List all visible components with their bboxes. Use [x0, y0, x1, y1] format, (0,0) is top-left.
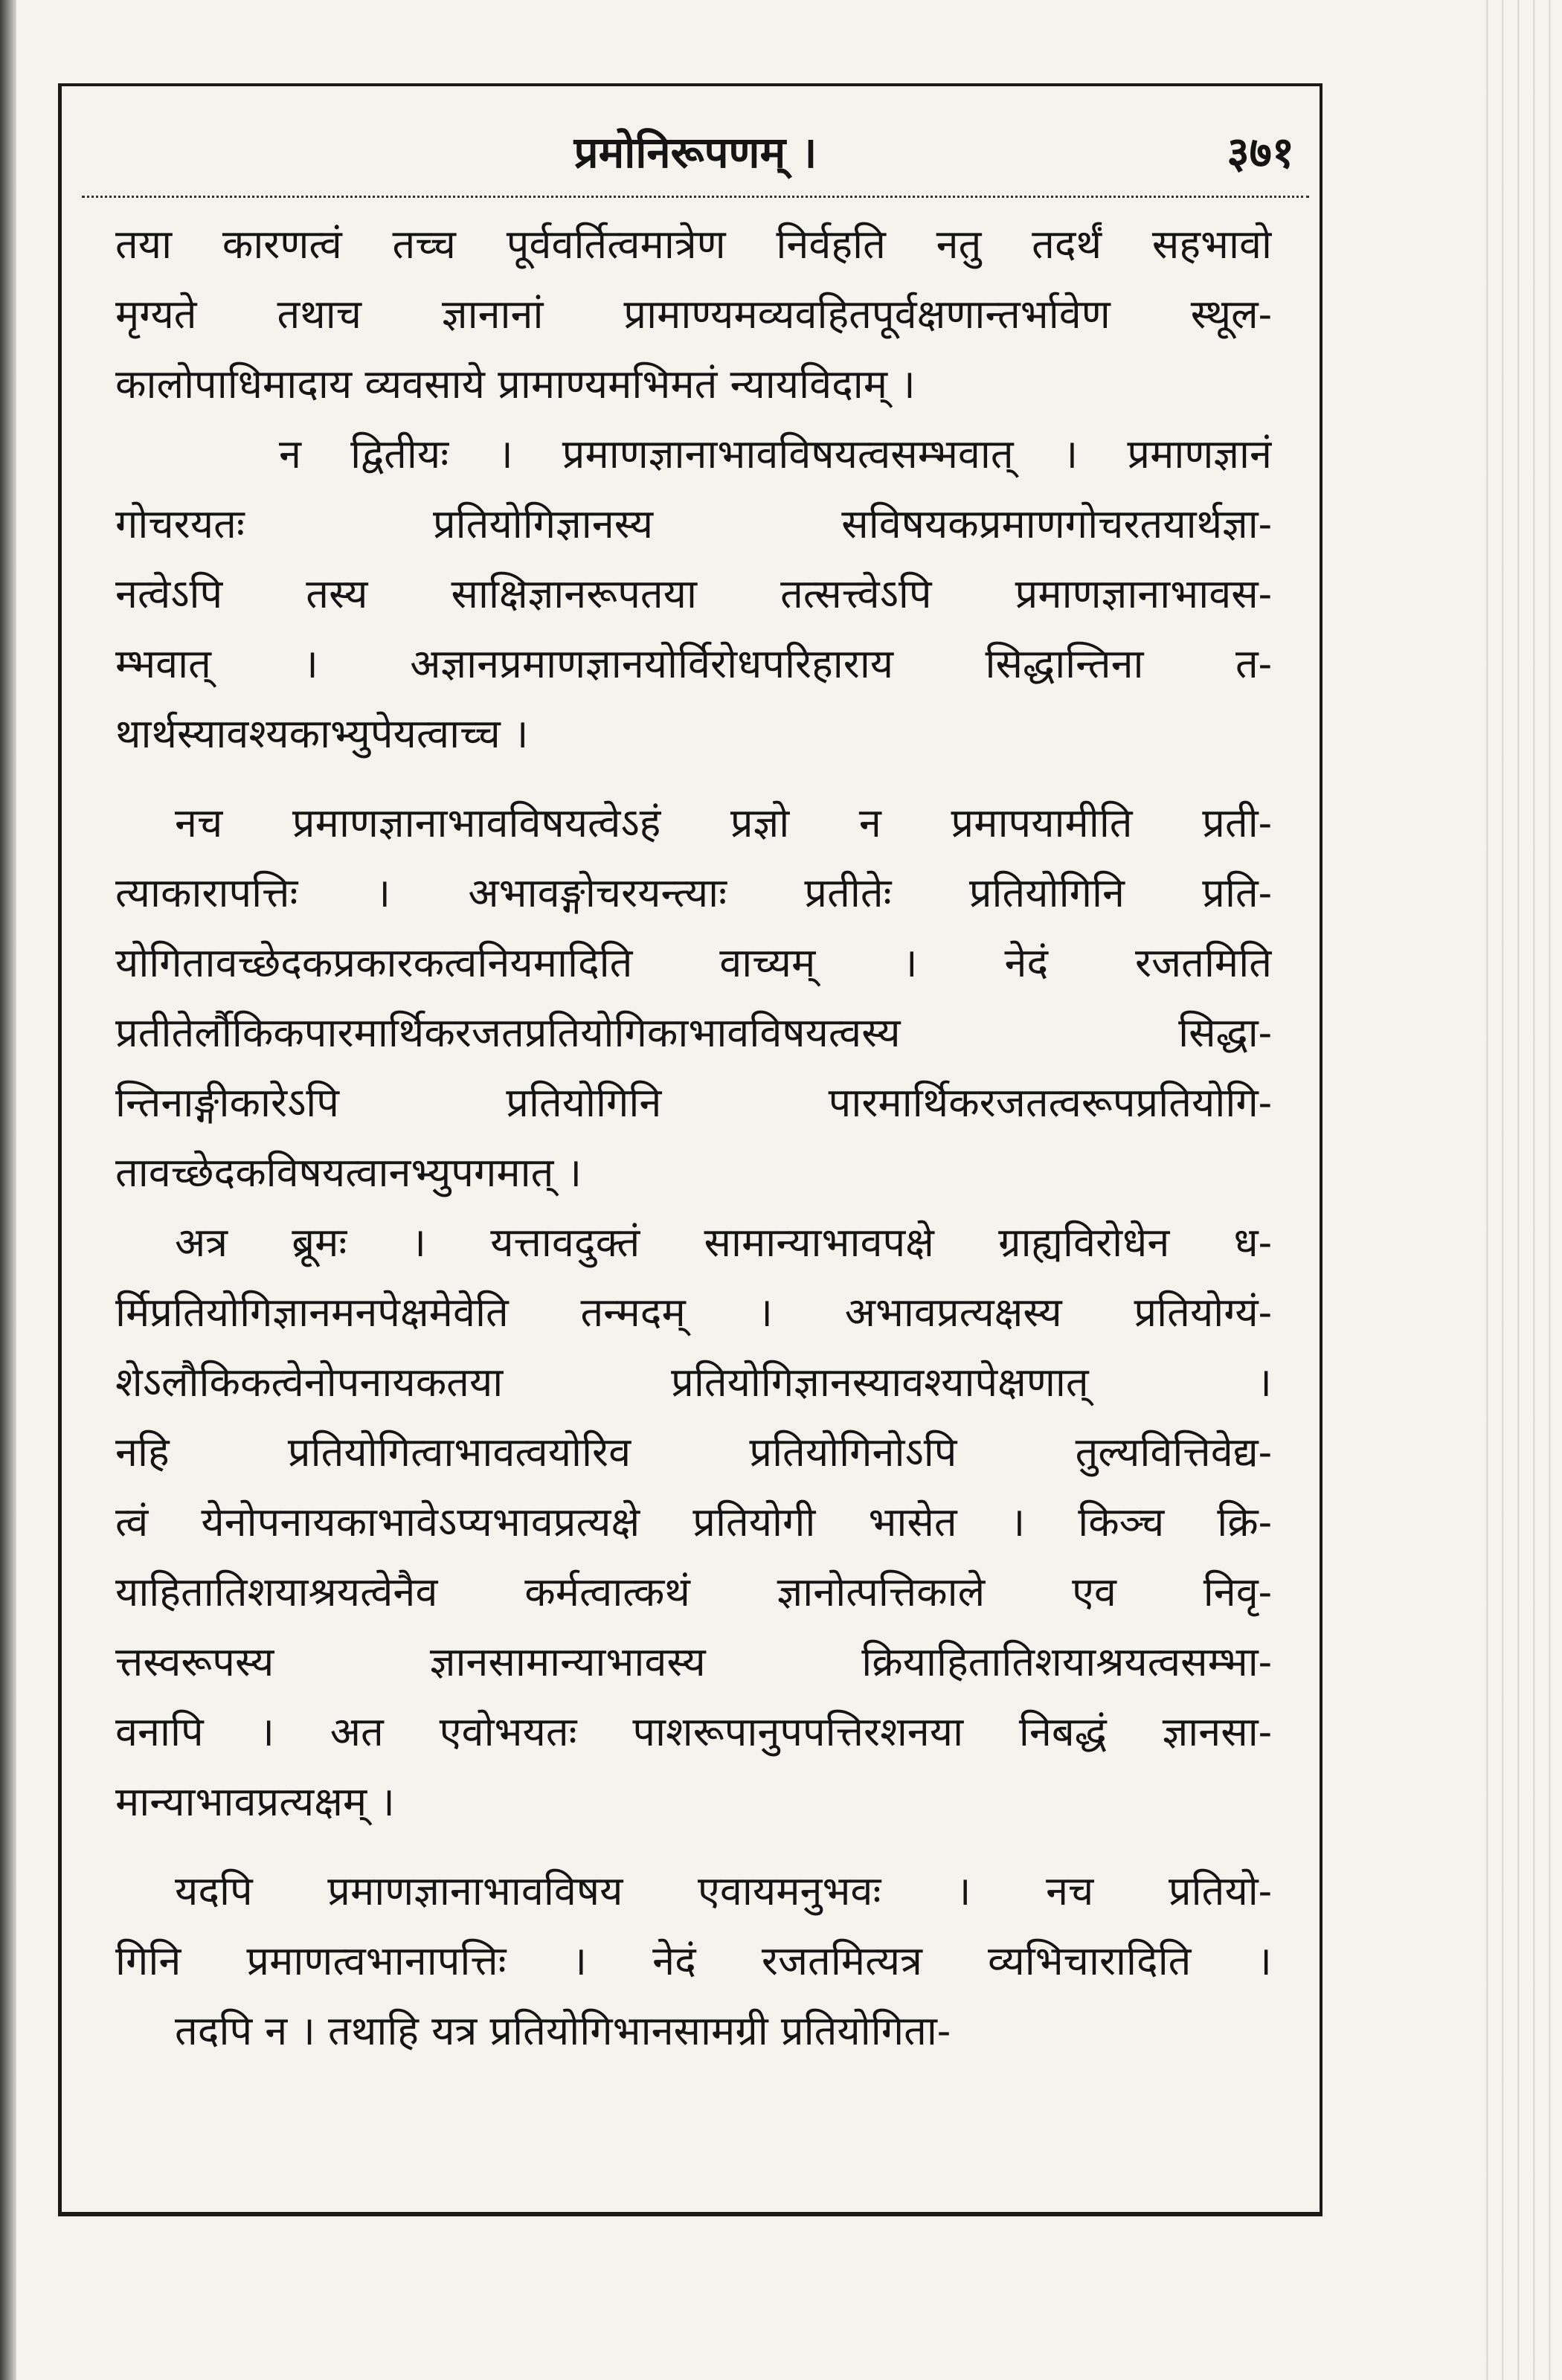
paragraph — [115, 788, 1272, 1208]
text-line: त्तस्वरूपस्य ज्ञानसामान्याभावस्य क्रियाहितातिशयाश्रयत्वसम्भा- — [115, 1638, 1272, 1685]
text-line: शेऽलौकिकत्वेनोपनायकतया प्रतियोगिज्ञानस्यावश्यापेक्षणात् । — [115, 1359, 1272, 1406]
paragraph — [115, 210, 1272, 419]
paragraph — [115, 1856, 1272, 2066]
text-line: थार्थस्यावश्यकाभ्युपेयत्वाच्च । — [115, 710, 529, 757]
text-line: नच प्रमाणज्ञानाभावविषयत्वेऽहं प्रज्ञो न प्रमापयामीति प्रती- — [175, 800, 1272, 846]
text-line: यदपि प्रमाणज्ञानाभावविषय एवायमनुभवः । नच प्रतियो- — [175, 1868, 1272, 1914]
text-line: प्रतीतेर्लौकिकपारमार्थिकरजतप्रतियोगिकाभावविषयत्वस्य सिद्धा- — [115, 1009, 1272, 1056]
text-line: त्याकारापत्तिः । अभावङ्गोचरयन्त्याः प्रतीतेः प्रतियोगिनि प्रति- — [115, 869, 1272, 916]
text-line: योगितावच्छेदकप्रकारकत्वनियमादिति वाच्यम् । नेदं रजतमिति — [115, 939, 1272, 986]
text-line: गिनि प्रमाणत्वभानापत्तिः । नेदं रजतमित्यत्र व्यभिचारादिति । — [115, 1937, 1272, 1984]
text-line: न द्वितीयः । प्रमाणज्ञानाभावविषयत्वसम्भवात् । प्रमाणज्ञानं — [279, 431, 1272, 477]
text-body — [115, 210, 1272, 2066]
running-title: प्रमोनिरूपणम् । — [573, 127, 817, 178]
text-line: तया कारणत्वं तच्च पूर्ववर्तित्वमात्रेण निर्वहति नतु तदर्थं सहभावो — [115, 221, 1272, 268]
text-line: न्तिनाङ्गीकारेऽपि प्रतियोगिनि पारमार्थिकरजतत्वरूपप्रतियोगि- — [115, 1079, 1272, 1126]
text-line: याहितातिशयाश्रयत्वेनैव कर्मत्वात्कथं ज्ञानोत्पत्तिकाले एव निवृ- — [115, 1569, 1272, 1615]
text-line: वनापि । अत एवोभयतः पाशरूपानुपपत्तिरशनया निबद्धं ज्ञानसा- — [115, 1708, 1272, 1755]
text-line: तदपि न । तथाहि यत्र प्रतियोगिभानसामग्री प्रतियोगिता- — [175, 2007, 951, 2054]
text-line: मृग्यते तथाच ज्ञानानां प्रामाण्यमव्यवहितपूर्वक्षणान्तर्भावेण स्थूल- — [115, 291, 1272, 338]
paragraph — [115, 419, 1272, 769]
text-line: नत्वेऽपि तस्य साक्षिज्ञानरूपतया तत्सत्त्वेऽपि प्रमाणज्ञानाभावस- — [115, 570, 1272, 617]
header-rule — [82, 196, 1309, 198]
text-line: त्वं येनोपनायकाभावेऽप्यभावप्रत्यक्षे प्रतियोगी भासेत । किञ्च क्रि- — [115, 1499, 1272, 1546]
text-line: नहि प्रतियोगित्वाभावत्वयोरिव प्रतियोगिनोऽपि तुल्यवित्तिवेद्य- — [115, 1429, 1272, 1476]
scan-binding-shadow — [0, 0, 16, 2380]
text-line: गोचरयतः प्रतियोगिज्ञानस्य सविषयकप्रमाणगोचरतयार्थज्ञा- — [115, 501, 1272, 547]
paragraph — [115, 1208, 1272, 1837]
paragraph-gap — [115, 769, 1272, 788]
page-number: ३७१ — [1227, 127, 1294, 178]
scan-page-edges — [1473, 0, 1562, 2380]
text-line: म्भवात् । अज्ञानप्रमाणज्ञानयोर्विरोधपरिहाराय सिद्धान्तिना त- — [115, 640, 1272, 687]
text-line: कालोपाधिमादाय व्यवसाये प्रामाण्यमभिमतं न्यायविदाम् । — [115, 361, 916, 408]
paragraph-gap — [115, 1837, 1272, 1856]
page-header — [82, 112, 1309, 193]
text-line: तावच्छेदकविषयत्वानभ्युपगमात् । — [115, 1149, 582, 1196]
text-line: र्मिप्रतियोगिज्ञानमनपेक्षमेवेति तन्मदम् । अभावप्रत्यक्षस्य प्रतियोग्यं- — [115, 1289, 1272, 1336]
text-line: अत्र ब्रूमः । यत्तावदुक्तं सामान्याभावपक्षे ग्राह्यविरोधेन ध- — [175, 1219, 1272, 1266]
text-line: मान्याभावप्रत्यक्षम् । — [115, 1778, 395, 1825]
